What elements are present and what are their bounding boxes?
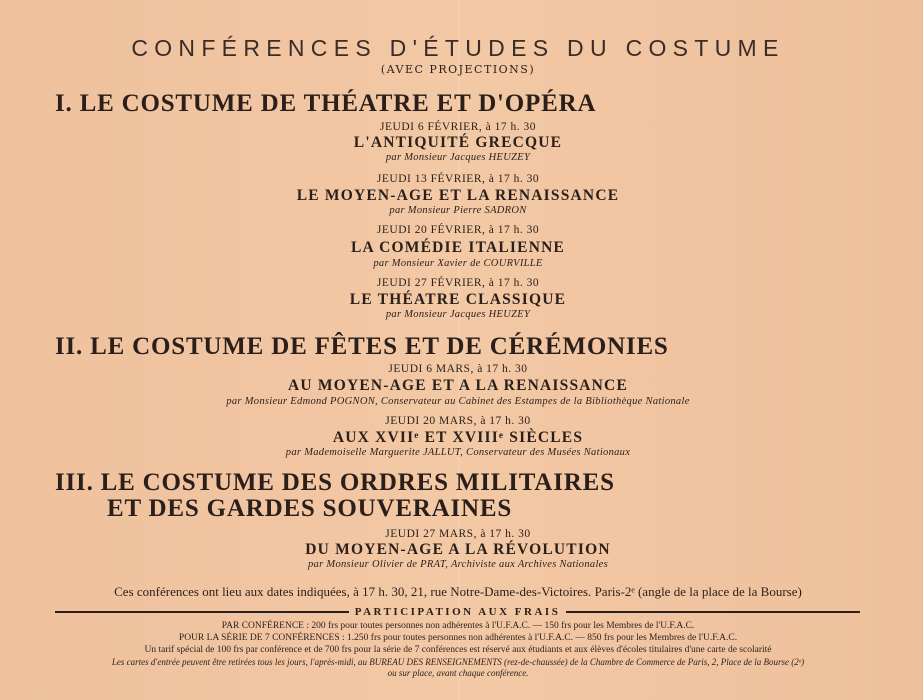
participation-header [55, 606, 860, 618]
ticket-note: Les cartes d'entrée peuvent être retirées tous les jours, l'après-midi, au BUREAU DES RENSEIGNEMENTS (rez-de-chaussée) de la Chambre de Commerce de Paris, 2, Place de la Bourse (2ᵉ) [111, 657, 805, 667]
event-speaker: par Monsieur Pierre SADRON [389, 205, 527, 216]
poster-title: CONFÉRENCES D'ÉTUDES DU COSTUME [131, 35, 785, 61]
event-title: L'ANTIQUITÉ GRECQUE [353, 134, 563, 151]
event-title: LA COMÉDIE ITALIENNE [350, 239, 566, 256]
event-speaker: par Monsieur Edmond POGNON, Conservateur au Cabinet des Estampes de la Bibliothèque Nationale [226, 396, 690, 407]
event-date: JEUDI 20 MARS, à 17 h. 30 [385, 415, 531, 427]
event-speaker: par Mademoiselle Marguerite JALLUT, Conservateur des Musées Nationaux [285, 447, 631, 458]
section-3-heading: III. LE COSTUME DES ORDRES MILITAIRES [55, 469, 615, 496]
event-title: DU MOYEN-AGE A LA RÉVOLUTION [305, 541, 611, 558]
event-speaker: par Monsieur Xavier de COURVILLE [373, 258, 543, 269]
section-1-heading: I. LE COSTUME DE THÉATRE ET D'OPÉRA [55, 90, 597, 117]
event-title: AUX XVIIᵉ ET XVIIIᵉ SIÈCLES [332, 429, 584, 446]
venue-note: Ces conférences ont lieu aux dates indiquées, à 17 h. 30, 21, rue Notre-Dame-des-Victoires. Paris-2ᵉ (angle de la place de la Bourse) [114, 584, 802, 599]
participation-heading: PARTICIPATION AUX FRAIS [354, 606, 561, 618]
price-line: PAR CONFÉRENCE : 200 frs pour toutes personnes non adhérentes à l'U.F.A.C. — 150 frs pour les Membres de l'U.F.A.C. [221, 621, 695, 631]
event-title: AU MOYEN-AGE ET A LA RENAISSANCE [288, 377, 628, 394]
divider [566, 611, 860, 613]
ticket-note: ou sur place, avant chaque conférence. [387, 668, 529, 678]
event-speaker: par Monsieur Jacques HEUZEY [385, 309, 531, 320]
event-date: JEUDI 6 MARS, à 17 h. 30 [388, 363, 528, 375]
event-date: JEUDI 27 FÉVRIER, à 17 h. 30 [376, 277, 540, 289]
section-3-heading-line2: ET DES GARDES SOUVERAINES [107, 495, 513, 522]
divider [55, 611, 349, 613]
event-title: LE MOYEN-AGE ET LA RENAISSANCE [296, 187, 620, 204]
event-date: JEUDI 6 FÉVRIER, à 17 h. 30 [380, 121, 536, 133]
event-date: JEUDI 20 FÉVRIER, à 17 h. 30 [376, 224, 540, 236]
event-speaker: par Monsieur Olivier de PRAT, Archiviste aux Archives Nationales [307, 559, 609, 570]
price-line: POUR LA SÉRIE DE 7 CONFÉRENCES : 1.250 frs pour toutes personnes non adhérentes à l'U.F.A.C. — 850 frs pour les Membres de l'U.F.A.C. [178, 633, 738, 643]
event-title: LE THÉATRE CLASSIQUE [349, 291, 567, 308]
event-speaker: par Monsieur Jacques HEUZEY [385, 152, 531, 163]
price-line: Un tarif spécial de 100 frs par conférence et de 700 frs pour la série de 7 conférences est réservé aux étudiants et aux élèves d'écoles titulaires d'une carte de scolarité [144, 645, 772, 655]
event-date: JEUDI 13 FÉVRIER, à 17 h. 30 [376, 173, 540, 185]
poster-subtitle: (AVEC PROJECTIONS) [380, 63, 536, 76]
event-date: JEUDI 27 MARS, à 17 h. 30 [385, 528, 531, 540]
section-2-heading: II. LE COSTUME DE FÊTES ET DE CÉRÉMONIES [55, 333, 669, 360]
